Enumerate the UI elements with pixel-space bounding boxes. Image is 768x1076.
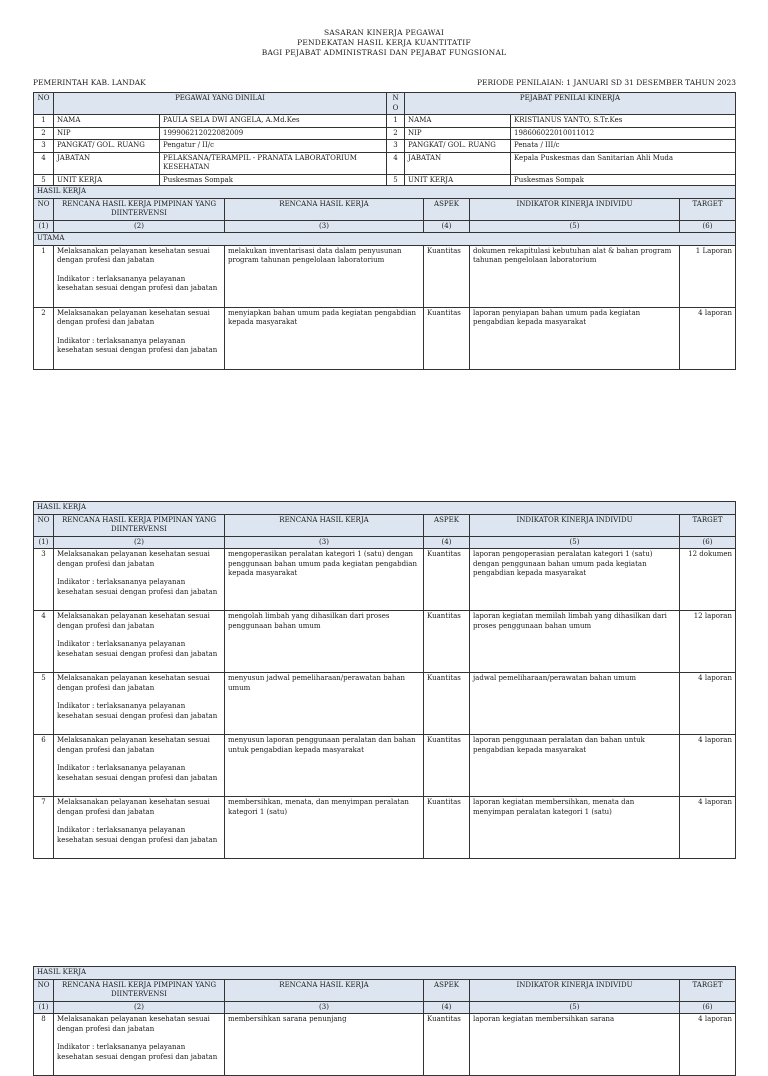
table-row: 4 Melaksanakan pelayanan kesehatan sesuai dengan profesi dan jabatan Indikator : terlaksananya pelayanan kesehatan sesuai dengan profesi dan jabatan mengolah limbah yang dihasilkan dari proses penggunaan bahan umum Kuantitas laporan kegiatan memilah limbah yang dihasilkan dari proses penggunaan bahan umum 12 laporan	[34, 611, 736, 673]
assessment-period: PERIODE PENILAIAN: 1 JANUARI SD 31 DESEMBER TAHUN 2023	[477, 78, 736, 87]
section-row: HASIL KERJA	[34, 186, 736, 199]
title-line-1: SASARAN KINERJA PEGAWAI	[323, 28, 445, 37]
evaluator-name: KRISTIANUS YANTO, S.Tr.Kes	[511, 115, 736, 128]
evaluator-nip: 198606022010011012	[511, 127, 736, 140]
column-number-row: (1) (2) (3) (4) (5) (6)	[34, 220, 736, 233]
evaluator-heading: PEJABAT PENILAI KINERJA	[405, 93, 736, 115]
meta-line	[33, 78, 736, 87]
agency-name: PEMERINTAH KAB. LANDAK	[33, 78, 146, 87]
column-header-row: NO RENCANA HASIL KERJA PIMPINAN YANG DIINTERVENSI RENCANA HASIL KERJA ASPEK INDIKATOR KINERJA INDIVIDU TARGET	[34, 514, 736, 536]
evaluated-unit: Puskesmas Sompak	[160, 174, 387, 187]
table-row: 6 Melaksanakan pelayanan kesehatan sesuai dengan profesi dan jabatan Indikator : terlaksananya pelayanan kesehatan sesuai dengan profesi dan jabatan menyusun laporan penggunaan peralatan dan bahan untuk pengabdian kepada masyarakat Kuantitas laporan penggunaan peralatan dan bahan untuk pengabdian kepada masyarakat 4 laporan	[34, 735, 736, 797]
no-header: NO	[387, 93, 405, 115]
column-header-row: NO RENCANA HASIL KERJA PIMPINAN YANG DIINTERVENSI RENCANA HASIL KERJA ASPEK INDIKATOR KINERJA INDIVIDU TARGET	[34, 979, 736, 1001]
section-row: HASIL KERJA	[34, 502, 736, 515]
title-line-3: BAGI PEJABAT ADMINISTRASI DAN PEJABAT FUNGSIONAL	[261, 48, 507, 57]
no-header: NO	[34, 93, 54, 115]
table-row: 7 Melaksanakan pelayanan kesehatan sesuai dengan profesi dan jabatan Indikator : terlaksananya pelayanan kesehatan sesuai dengan profesi dan jabatan membersihkan, menata, dan menyimpan peralatan kategori 1 (satu) Kuantitas laporan kegiatan membersihkan, menata dan menyimpan peralatan kategori 1 (satu) 4 laporan	[34, 797, 736, 859]
results-table-3	[33, 966, 736, 1076]
evaluated-nip: 199906212022082009	[160, 127, 387, 140]
doc-title	[0, 28, 768, 58]
evaluator-unit: Puskesmas Sompak	[511, 174, 736, 187]
table-row: 8 Melaksanakan pelayanan kesehatan sesuai dengan profesi dan jabatan Indikator : terlaksananya pelayanan kesehatan sesuai dengan profesi dan jabatan membersihkan sarana penunjang Kuantitas laporan kegiatan membersihkan sarana 4 laporan	[34, 1014, 736, 1076]
title-line-2: PENDEKATAN HASIL KERJA KUANTITATIF	[297, 38, 471, 47]
identity-row: 4 JABATAN PELAKSANA/TERAMPIL - PRANATA LABORATORIUM KESEHATAN 4 JABATAN Kepala Puskesmas dan Sanitarian Ahli Muda	[34, 152, 736, 174]
identity-header-row	[34, 93, 736, 115]
table-row: 1 Melaksanakan pelayanan kesehatan sesuai dengan profesi dan jabatan Indikator : terlaksananya pelayanan kesehatan sesuai dengan profesi dan jabatan melakukan inventarisasi data dalam penyusunan program tahunan pengelolaan laboratorium Kuantitas dokumen rekapitulasi kebutuhan alat & bahan program tahunan pengelolaan laboratorium 1 Laporan	[34, 245, 736, 307]
identity-row: 5 UNIT KERJA Puskesmas Sompak 5 UNIT KERJA Puskesmas Sompak	[34, 174, 736, 187]
identity-table	[33, 92, 736, 187]
utama-row: UTAMA	[34, 233, 736, 246]
column-number-row: (1) (2) (3) (4) (5) (6)	[34, 536, 736, 549]
section-row: HASIL KERJA	[34, 967, 736, 980]
column-number-row: (1) (2) (3) (4) (5) (6)	[34, 1001, 736, 1014]
identity-row: 2 NIP 199906212022082009 2 NIP 198606022010011012	[34, 127, 736, 140]
table-row: 2 Melaksanakan pelayanan kesehatan sesuai dengan profesi dan jabatan Indikator : terlaksananya pelayanan kesehatan sesuai dengan profesi dan jabatan menyiapkan bahan umum pada kegiatan pengabdian kepada masyarakat Kuantitas laporan penyiapan bahan umum pada kegiatan pengabdian kepada masyarakat 4 laporan	[34, 307, 736, 369]
column-header-row: NO RENCANA HASIL KERJA PIMPINAN YANG DIINTERVENSI RENCANA HASIL KERJA ASPEK INDIKATOR KINERJA INDIVIDU TARGET	[34, 198, 736, 220]
table-row: 3 Melaksanakan pelayanan kesehatan sesuai dengan profesi dan jabatan Indikator : terlaksananya pelayanan kesehatan sesuai dengan profesi dan jabatan mengoperasikan peralatan kategori 1 (satu) dengan penggunaan bahan umum pada kegiatan pengabdian kepada masyarakat Kuantitas laporan pengoperasian peralatan kategori 1 (satu) dengan penggunaan bahan umum pada kegiatan pengabdian kepada masyarakat 12 dokumen	[34, 549, 736, 611]
evaluated-rank: Pengatur / II/c	[160, 140, 387, 153]
identity-row: 3 PANGKAT/ GOL. RUANG Pengatur / II/c 3 PANGKAT/ GOL. RUANG Penata / III/c	[34, 140, 736, 153]
results-table-1	[33, 185, 736, 370]
results-table-2	[33, 501, 736, 859]
evaluated-heading: PEGAWAI YANG DINILAI	[54, 93, 387, 115]
evaluator-rank: Penata / III/c	[511, 140, 736, 153]
evaluated-position: PELAKSANA/TERAMPIL - PRANATA LABORATORIUM KESEHATAN	[160, 152, 387, 174]
identity-row: 1 NAMA PAULA SELA DWI ANGELA, A.Md.Kes 1 NAMA KRISTIANUS YANTO, S.Tr.Kes	[34, 115, 736, 128]
evaluated-name: PAULA SELA DWI ANGELA, A.Md.Kes	[160, 115, 387, 128]
table-row: 5 Melaksanakan pelayanan kesehatan sesuai dengan profesi dan jabatan Indikator : terlaksananya pelayanan kesehatan sesuai dengan profesi dan jabatan menyusun jadwal pemeliharaan/perawatan bahan umum Kuantitas jadwal pemeliharaan/perawatan bahan umum 4 laporan	[34, 673, 736, 735]
evaluator-position: Kepala Puskesmas dan Sanitarian Ahli Muda	[511, 152, 736, 174]
